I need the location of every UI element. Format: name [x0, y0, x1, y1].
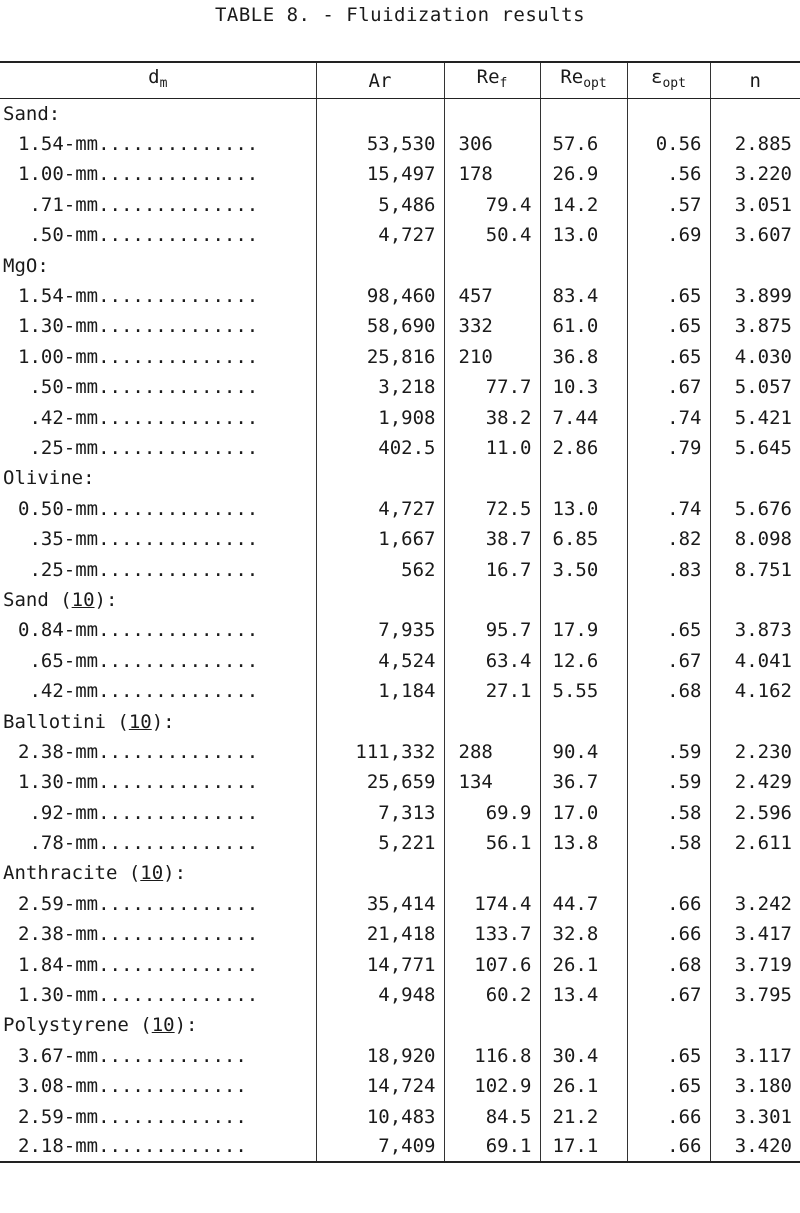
cell-diameter: 1.30-mm..............: [18, 315, 259, 338]
cell-diameter: 1.00-mm..............: [18, 345, 259, 368]
table-row: [0, 1041, 800, 1071]
empty-cell: [316, 250, 444, 280]
header-ar: Ar: [316, 62, 444, 99]
empty-cell: [627, 1010, 710, 1040]
empty-cell: [540, 858, 627, 888]
cell-ar: 7,313: [316, 797, 444, 827]
cell-re-f: 174.4: [444, 889, 540, 919]
cell-ar: 4,524: [316, 646, 444, 676]
cell-diameter: .25-mm..............: [18, 436, 259, 459]
cell-ar: 111,332: [316, 737, 444, 767]
table-row: [0, 190, 800, 220]
cell-n: 4.162: [710, 676, 800, 706]
cell-epsilon-opt: .68: [627, 949, 710, 979]
cell-re-f: 60.2: [444, 980, 540, 1010]
cell-epsilon-opt: .59: [627, 767, 710, 797]
table-row: [0, 646, 800, 676]
cell-diameter: 0.84-mm..............: [18, 619, 259, 642]
cell-ar: 4,727: [316, 220, 444, 250]
cell-ar: 1,667: [316, 524, 444, 554]
cell-n: 3.607: [710, 220, 800, 250]
cell-ar: 5,221: [316, 828, 444, 858]
header-n: n: [710, 62, 800, 99]
cell-re-opt: 5.55: [540, 676, 627, 706]
group-name: Ballotini (: [3, 710, 129, 733]
table-row: [0, 737, 800, 767]
cell-ar: 58,690: [316, 311, 444, 341]
cell-re-opt: 36.8: [540, 342, 627, 372]
table-row: [0, 676, 800, 706]
empty-cell: [316, 463, 444, 493]
table-row: [0, 433, 800, 463]
cell-ar: 4,727: [316, 494, 444, 524]
cell-diameter: .65-mm..............: [18, 649, 259, 672]
table-row: [0, 980, 800, 1010]
cell-epsilon-opt: .65: [627, 615, 710, 645]
cell-re-opt: 36.7: [540, 767, 627, 797]
table-row: [0, 1101, 800, 1131]
cell-re-opt: 10.3: [540, 372, 627, 402]
group-name: Olivine:: [3, 467, 95, 490]
cell-n: 3.420: [710, 1132, 800, 1162]
empty-cell: [540, 706, 627, 736]
cell-ar: 98,460: [316, 281, 444, 311]
cell-re-opt: 13.8: [540, 828, 627, 858]
table-row: [0, 402, 800, 432]
cell-ar: 35,414: [316, 889, 444, 919]
cell-re-f: 72.5: [444, 494, 540, 524]
cell-re-opt: 3.50: [540, 554, 627, 584]
empty-cell: [710, 858, 800, 888]
cell-re-opt: 17.1: [540, 1132, 627, 1162]
cell-diameter: .50-mm..............: [18, 224, 259, 247]
cell-re-opt: 2.86: [540, 433, 627, 463]
cell-re-opt: 21.2: [540, 1101, 627, 1131]
cell-re-f: 95.7: [444, 615, 540, 645]
cell-ar: 25,659: [316, 767, 444, 797]
cell-re-f: 79.4: [444, 190, 540, 220]
cell-re-opt: 13.4: [540, 980, 627, 1010]
cell-epsilon-opt: .58: [627, 797, 710, 827]
group-name: Sand (: [3, 588, 72, 611]
cell-diameter: 2.59-mm..............: [18, 892, 259, 915]
cell-diameter: .78-mm..............: [18, 832, 259, 855]
group-name: MgO:: [3, 254, 49, 277]
cell-diameter: 1.84-mm..............: [18, 953, 259, 976]
cell-n: 3.875: [710, 311, 800, 341]
cell-re-opt: 26.1: [540, 949, 627, 979]
empty-cell: [710, 1010, 800, 1040]
header-dm: $d_m$: [0, 62, 316, 99]
table-row: [0, 767, 800, 797]
cell-ar: 5,486: [316, 190, 444, 220]
cell-n: 3.417: [710, 919, 800, 949]
table-row: [0, 797, 800, 827]
cell-diameter: .35-mm..............: [18, 528, 259, 551]
cell-diameter: .42-mm..............: [18, 406, 259, 429]
empty-cell: [627, 250, 710, 280]
cell-re-f: 102.9: [444, 1071, 540, 1101]
cell-re-opt: 26.9: [540, 159, 627, 189]
cell-diameter: 2.18-mm.............: [0, 1132, 316, 1162]
cell-diameter: 1.30-mm..............: [18, 984, 259, 1007]
cell-ar: 53,530: [316, 129, 444, 159]
group-label: [0, 585, 316, 615]
group-suffix: ):: [163, 862, 187, 885]
empty-cell: [710, 585, 800, 615]
cell-n: 2.611: [710, 828, 800, 858]
cell-re-f: 27.1: [444, 676, 540, 706]
table-row: [0, 220, 800, 250]
group-reference: 10: [140, 862, 164, 885]
cell-re-f: 69.9: [444, 797, 540, 827]
cell-diameter: .92-mm..............: [18, 801, 259, 824]
cell-epsilon-opt: .67: [627, 980, 710, 1010]
empty-cell: [540, 463, 627, 493]
group-row: [0, 585, 800, 615]
cell-diameter: 1.54-mm..............: [18, 133, 259, 156]
cell-epsilon-opt: .69: [627, 220, 710, 250]
cell-re-opt: 57.6: [540, 129, 627, 159]
empty-cell: [540, 585, 627, 615]
empty-cell: [316, 858, 444, 888]
cell-re-opt: 7.44: [540, 402, 627, 432]
empty-cell: [710, 99, 800, 129]
cell-diameter: .42-mm..............: [18, 680, 259, 703]
empty-cell: [627, 463, 710, 493]
cell-re-opt: 13.0: [540, 494, 627, 524]
cell-re-opt: 17.9: [540, 615, 627, 645]
cell-n: 3.051: [710, 190, 800, 220]
cell-diameter: 2.38-mm..............: [18, 923, 259, 946]
cell-re-opt: 14.2: [540, 190, 627, 220]
group-reference: 10: [151, 1014, 175, 1037]
cell-epsilon-opt: .74: [627, 402, 710, 432]
table-row: [0, 949, 800, 979]
table-row: [0, 281, 800, 311]
cell-n: 3.180: [710, 1071, 800, 1101]
group-name: Anthracite (: [3, 862, 141, 885]
cell-re-f: 16.7: [444, 554, 540, 584]
table-row: [0, 524, 800, 554]
cell-epsilon-opt: .79: [627, 433, 710, 463]
header-re-opt: $Re_{opt}$: [540, 62, 627, 99]
cell-re-f: 306: [444, 129, 540, 159]
cell-diameter: 3.08-mm.............: [18, 1075, 247, 1098]
empty-cell: [540, 1010, 627, 1040]
cell-ar: 18,920: [316, 1041, 444, 1071]
cell-diameter: .71-mm..............: [18, 193, 259, 216]
header-epsilon-opt: $\varepsilon_{opt}$: [627, 62, 710, 99]
group-suffix: ):: [174, 1014, 198, 1037]
cell-ar: 15,497: [316, 159, 444, 189]
header-re-f: $Re_f$: [444, 62, 540, 99]
cell-re-f: 116.8: [444, 1041, 540, 1071]
group-row: [0, 858, 800, 888]
cell-ar: 21,418: [316, 919, 444, 949]
empty-cell: [444, 585, 540, 615]
table-row: [0, 311, 800, 341]
table-row: [0, 372, 800, 402]
cell-diameter: 0.50-mm..............: [18, 497, 259, 520]
cell-n: 2.885: [710, 129, 800, 159]
empty-cell: [316, 706, 444, 736]
cell-re-opt: 17.0: [540, 797, 627, 827]
table-row: [0, 1132, 800, 1162]
group-row: [0, 463, 800, 493]
cell-ar: 7,935: [316, 615, 444, 645]
results-table-wrapper: [0, 61, 800, 1163]
cell-epsilon-opt: .57: [627, 190, 710, 220]
group-label: [0, 858, 316, 888]
cell-epsilon-opt: .74: [627, 494, 710, 524]
cell-diameter: 1.00-mm..............: [18, 163, 259, 186]
empty-cell: [627, 706, 710, 736]
cell-re-f: 134: [444, 767, 540, 797]
table-row: [0, 828, 800, 858]
empty-cell: [444, 463, 540, 493]
group-reference: 10: [128, 710, 152, 733]
empty-cell: [444, 99, 540, 129]
empty-cell: [316, 99, 444, 129]
cell-re-f: 69.1: [444, 1132, 540, 1162]
table-row: [0, 554, 800, 584]
empty-cell: [316, 1010, 444, 1040]
cell-n: 3.873: [710, 615, 800, 645]
cell-diameter: 2.38-mm..............: [18, 740, 259, 763]
cell-n: 4.041: [710, 646, 800, 676]
cell-epsilon-opt: .65: [627, 281, 710, 311]
empty-cell: [627, 585, 710, 615]
group-name: Polystyrene (: [3, 1014, 152, 1037]
cell-epsilon-opt: .56: [627, 159, 710, 189]
cell-epsilon-opt: .66: [627, 889, 710, 919]
cell-re-f: 63.4: [444, 646, 540, 676]
cell-ar: 562: [316, 554, 444, 584]
table-row: [0, 1071, 800, 1101]
empty-cell: [710, 250, 800, 280]
cell-ar: 1,908: [316, 402, 444, 432]
cell-re-f: 133.7: [444, 919, 540, 949]
header-row: [0, 62, 800, 99]
cell-re-f: 77.7: [444, 372, 540, 402]
cell-n: 5.057: [710, 372, 800, 402]
group-label: [0, 99, 316, 129]
cell-diameter: .25-mm..............: [18, 558, 259, 581]
cell-diameter: .50-mm..............: [18, 376, 259, 399]
cell-epsilon-opt: .66: [627, 1132, 710, 1162]
cell-n: 2.429: [710, 767, 800, 797]
table-body: [0, 99, 800, 1163]
cell-epsilon-opt: .65: [627, 1071, 710, 1101]
empty-cell: [540, 99, 627, 129]
cell-re-opt: 44.7: [540, 889, 627, 919]
cell-ar: 25,816: [316, 342, 444, 372]
cell-n: 3.220: [710, 159, 800, 189]
empty-cell: [627, 858, 710, 888]
group-label: [0, 706, 316, 736]
empty-cell: [444, 250, 540, 280]
cell-re-f: 84.5: [444, 1101, 540, 1131]
cell-re-f: 210: [444, 342, 540, 372]
cell-epsilon-opt: .66: [627, 1101, 710, 1131]
table-row: [0, 615, 800, 645]
group-name: Sand:: [3, 102, 61, 125]
group-label: [0, 463, 316, 493]
table-row: [0, 494, 800, 524]
cell-re-f: 178: [444, 159, 540, 189]
cell-n: 2.596: [710, 797, 800, 827]
cell-n: 3.899: [710, 281, 800, 311]
cell-ar: 1,184: [316, 676, 444, 706]
group-label: [0, 1010, 316, 1040]
cell-n: 3.301: [710, 1101, 800, 1131]
cell-re-opt: 26.1: [540, 1071, 627, 1101]
empty-cell: [710, 706, 800, 736]
cell-diameter: 3.67-mm.............: [18, 1044, 247, 1067]
cell-epsilon-opt: 0.56: [627, 129, 710, 159]
cell-diameter: 2.59-mm.............: [18, 1105, 247, 1128]
empty-cell: [444, 858, 540, 888]
empty-cell: [444, 1010, 540, 1040]
cell-epsilon-opt: .65: [627, 311, 710, 341]
group-row: [0, 706, 800, 736]
cell-ar: 4,948: [316, 980, 444, 1010]
cell-re-f: 288: [444, 737, 540, 767]
empty-cell: [540, 250, 627, 280]
table-title: TABLE 8. - Fluidization results: [214, 4, 586, 26]
group-row: [0, 250, 800, 280]
cell-n: 3.242: [710, 889, 800, 919]
cell-diameter: 1.54-mm..............: [18, 285, 259, 308]
cell-re-f: 332: [444, 311, 540, 341]
cell-re-f: 107.6: [444, 949, 540, 979]
group-row: [0, 99, 800, 129]
empty-cell: [710, 463, 800, 493]
cell-n: 4.030: [710, 342, 800, 372]
fluidization-results-table: [0, 61, 800, 1163]
cell-ar: 14,771: [316, 949, 444, 979]
cell-re-f: 38.7: [444, 524, 540, 554]
cell-re-opt: 83.4: [540, 281, 627, 311]
empty-cell: [444, 706, 540, 736]
cell-n: 5.676: [710, 494, 800, 524]
cell-epsilon-opt: .67: [627, 372, 710, 402]
cell-epsilon-opt: .68: [627, 676, 710, 706]
cell-re-opt: 61.0: [540, 311, 627, 341]
cell-ar: 14,724: [316, 1071, 444, 1101]
cell-epsilon-opt: .83: [627, 554, 710, 584]
cell-n: 3.117: [710, 1041, 800, 1071]
cell-re-opt: 13.0: [540, 220, 627, 250]
cell-ar: 402.5: [316, 433, 444, 463]
empty-cell: [627, 99, 710, 129]
cell-epsilon-opt: .66: [627, 919, 710, 949]
cell-ar: 10,483: [316, 1101, 444, 1131]
cell-epsilon-opt: .67: [627, 646, 710, 676]
cell-epsilon-opt: .82: [627, 524, 710, 554]
cell-n: 2.230: [710, 737, 800, 767]
table-row: [0, 159, 800, 189]
table-row: [0, 919, 800, 949]
cell-n: 8.751: [710, 554, 800, 584]
group-suffix: ):: [151, 710, 175, 733]
cell-n: 8.098: [710, 524, 800, 554]
table-row: [0, 129, 800, 159]
cell-epsilon-opt: .65: [627, 342, 710, 372]
cell-re-f: 38.2: [444, 402, 540, 432]
cell-re-opt: 12.6: [540, 646, 627, 676]
group-suffix: ):: [94, 588, 118, 611]
group-row: [0, 1010, 800, 1040]
cell-epsilon-opt: .59: [627, 737, 710, 767]
cell-re-f: 56.1: [444, 828, 540, 858]
cell-re-f: 50.4: [444, 220, 540, 250]
empty-cell: [316, 585, 444, 615]
cell-epsilon-opt: .65: [627, 1041, 710, 1071]
group-reference: 10: [71, 588, 95, 611]
cell-re-opt: 90.4: [540, 737, 627, 767]
cell-re-opt: 32.8: [540, 919, 627, 949]
group-label: [0, 250, 316, 280]
cell-re-opt: 6.85: [540, 524, 627, 554]
cell-re-f: 457: [444, 281, 540, 311]
cell-re-f: 11.0: [444, 433, 540, 463]
cell-re-opt: 30.4: [540, 1041, 627, 1071]
cell-n: 3.719: [710, 949, 800, 979]
cell-epsilon-opt: .58: [627, 828, 710, 858]
cell-n: 5.645: [710, 433, 800, 463]
cell-ar: 7,409: [316, 1132, 444, 1162]
cell-diameter: 1.30-mm..............: [18, 771, 259, 794]
cell-n: 3.795: [710, 980, 800, 1010]
table-row: [0, 889, 800, 919]
cell-n: 5.421: [710, 402, 800, 432]
table-row: [0, 342, 800, 372]
cell-ar: 3,218: [316, 372, 444, 402]
